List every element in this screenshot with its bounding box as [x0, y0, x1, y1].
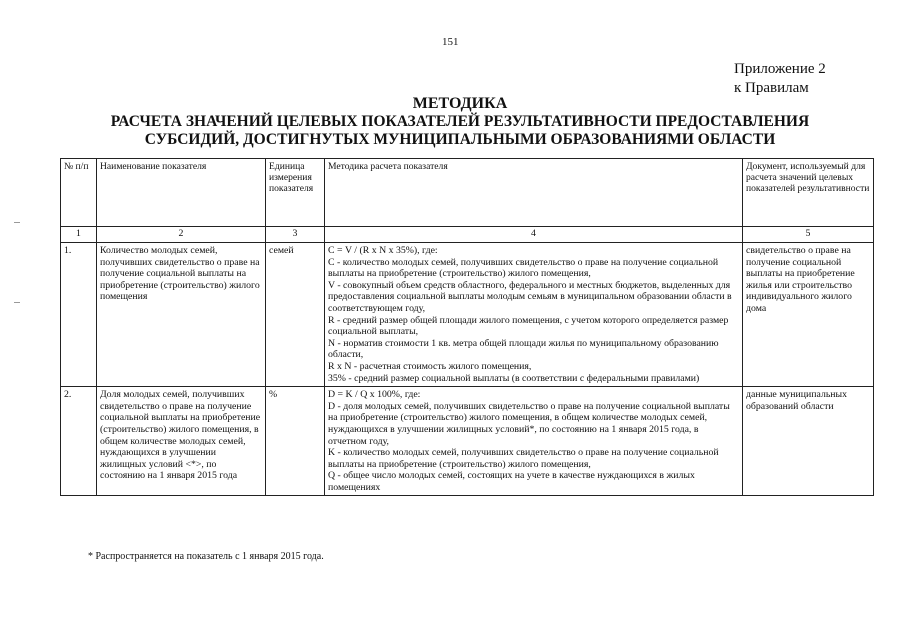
indicator-unit: семей	[266, 243, 325, 387]
page-number: 151	[442, 36, 459, 48]
method-line: K - количество молодых семей, получивших свидетельство о праве на получение социальной выплаты на приобретение (строительство) жилого помещения,	[328, 447, 719, 470]
column-number: 1	[61, 227, 97, 243]
method-line: Q - общее число молодых семей, состоящих на учете в качестве нуждающихся в жилых помещениях	[328, 470, 695, 493]
method-line: С - количество молодых семей, получивших свидетельство о праве на получение социальной выплаты на приобретение (строительство) жилого помещения,	[328, 256, 719, 280]
calculation-method	[325, 243, 743, 387]
indicator-name: Доля молодых семей, получивших свидетельство о праве на получение социальной выплаты на приобретение (строительство) жилого помещения, в общем количестве молодых семей, нуждающихся в улучшении жилищных условий <*>, по состоянию на 1 января 2015 года	[97, 387, 266, 496]
column-number: 5	[743, 227, 874, 243]
methodology-table	[60, 158, 874, 496]
title-subtitle-line-1: РАСЧЕТА ЗНАЧЕНИЙ ЦЕЛЕВЫХ ПОКАЗАТЕЛЕЙ РЕЗУЛЬТАТИВНОСТИ ПРЕДОСТАВЛЕНИЯ	[110, 113, 810, 130]
title-main: МЕТОДИКА	[412, 95, 508, 112]
table-row	[61, 387, 874, 496]
appendix-line-2: к Правилам	[734, 80, 809, 96]
margin-mark	[14, 302, 20, 303]
method-line: С = V / (R x N x 35%), где:	[328, 245, 438, 256]
method-line: V - совокупный объем средств областного, федерального и местных бюджетов, выделенных для предоставления социальной выплаты молодым семьям в муниципальном образовании области в соответствующем году,	[328, 279, 732, 314]
table-row	[61, 243, 874, 387]
method-line: D = K / Q x 100%, где:	[328, 389, 421, 401]
footnote: * Распространяется на показатель с 1 января 2015 года.	[88, 551, 324, 562]
row-number: 2.	[61, 387, 97, 496]
header-doc: Документ, используемый для расчета значений целевых показателей результативности	[743, 159, 874, 227]
column-number: 3	[266, 227, 325, 243]
method-line: N - норматив стоимости 1 кв. метра общей площади жилья по муниципальному образованию области,	[328, 337, 719, 361]
title-subtitle-line-2: СУБСИДИЙ, ДОСТИГНУТЫХ МУНИЦИПАЛЬНЫМИ ОБРАЗОВАНИЯМИ ОБЛАСТИ	[144, 131, 776, 148]
appendix-line-1: Приложение 2	[734, 61, 826, 77]
appendix-reference	[734, 60, 826, 98]
method-line: R x N - расчетная стоимость жилого помещения,	[328, 360, 532, 372]
header-num: № п/п	[61, 159, 97, 227]
method-line: R - средний размер общей площади жилого помещения, с учетом которого определяется размер социальной выплаты,	[328, 314, 729, 338]
row-number: 1.	[61, 243, 97, 387]
source-document: свидетельство о праве на получение социальной выплаты на приобретение жилья или строительство индивидуального жилого дома	[743, 243, 874, 387]
header-method: Методика расчета показателя	[325, 159, 743, 227]
indicator-unit: %	[266, 387, 325, 496]
header-unit: Единица измерения показателя	[266, 159, 325, 227]
table-header-row	[61, 159, 874, 227]
column-number: 4	[325, 227, 743, 243]
method-line: D - доля молодых семей, получивших свидетельство о праве на получение социальной выплаты на приобретение (строительство) жилого помещения, в общем количестве молодых семей, нуждающихся в улучшении жилищных условий*, по состоянию на 1 января 2015 года, в отчетном году,	[328, 400, 730, 447]
header-name: Наименование показателя	[97, 159, 266, 227]
method-line: 35% - средний размер социальной выплаты (в соответствии с федеральными правилами)	[328, 372, 700, 384]
column-number-row	[61, 227, 874, 243]
indicator-name: Количество молодых семей, получивших свидетельство о праве на получение социальной выплаты на приобретение (строительство) жилого помещения	[97, 243, 266, 387]
source-document: данные муниципальных образований области	[743, 387, 874, 496]
margin-mark	[14, 222, 20, 223]
document-title	[90, 95, 830, 149]
calculation-method	[325, 387, 743, 496]
column-number: 2	[97, 227, 266, 243]
